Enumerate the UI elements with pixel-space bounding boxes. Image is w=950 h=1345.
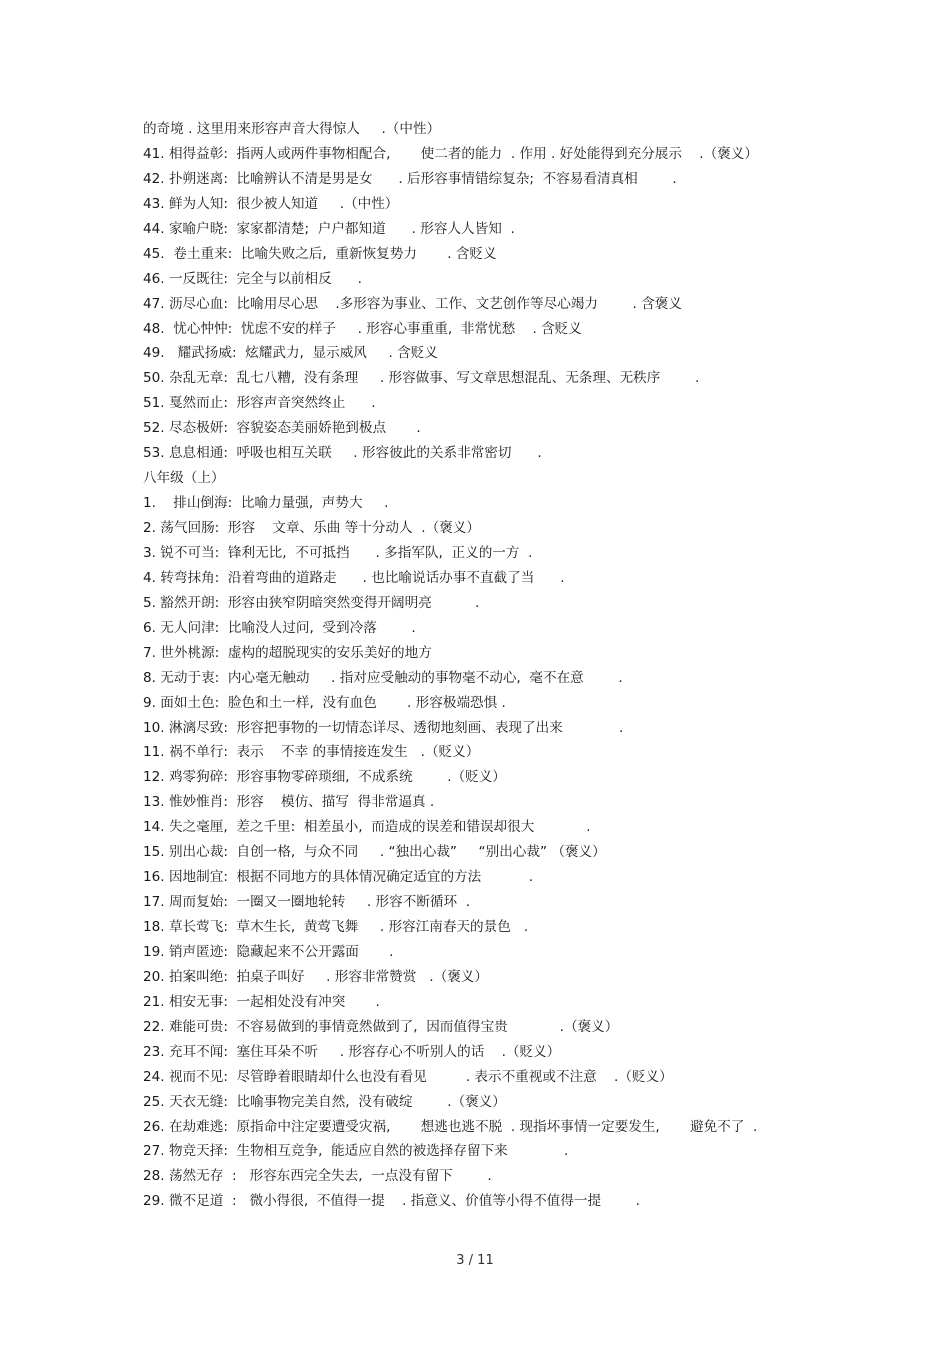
text-line: 21. 相安无事: 一起相处没有冲突 .	[143, 993, 380, 1010]
text-line: 12. 鸡零狗碎: 形容事物零碎琐细, 不成系统 .（贬义）	[143, 769, 506, 786]
text-line: 47. 沥尽心血: 比喻用尽心思 .多形容为事业、工作、文艺创作等尽心竭力 . 含褒义	[143, 295, 682, 312]
text-line: 22. 难能可贵: 不容易做到的事情竟然做到了, 因而值得宝贵 .（褒义）	[143, 1018, 619, 1035]
text-line: 9. 面如土色: 脸色和土一样, 没有血色 . 形容极端恐惧 .	[143, 694, 506, 711]
text-line: 42. 扑朔迷离: 比喻辨认不清是男是女 . 后形容事情错综复杂; 不容易看清真相 .	[143, 170, 677, 187]
text-line: 3. 锐不可当: 锋利无比, 不可抵挡 . 多指军队, 正义的一方 .	[143, 544, 533, 561]
text-body	[143, 117, 833, 1214]
text-line: 11. 祸不单行: 表示 不幸 的事情接连发生 .（贬义）	[143, 744, 480, 761]
text-line: 19. 销声匿迹: 隐藏起来不公开露面 .	[143, 943, 394, 960]
text-line: 4. 转弯抹角: 沿着弯曲的道路走 . 也比喻说话办事不直截了当 .	[143, 569, 565, 586]
text-line: 45. 卷土重来: 比喻失败之后, 重新恢复势力 . 含贬义	[143, 245, 497, 262]
text-line: 10. 淋漓尽致: 形容把事物的一切情态详尽、透彻地刻画、表现了出来 .	[143, 719, 624, 736]
text-line: 52. 尽态极妍: 容貌姿态美丽娇艳到极点 .	[143, 420, 421, 437]
text-line: 29. 微不足道 : 微小得很, 不值得一提 . 指意义、价值等小得不值得一提 .	[143, 1193, 640, 1210]
text-line: 6. 无人问津: 比喻没人过问, 受到冷落 .	[143, 619, 416, 636]
text-line: 25. 天衣无缝: 比喻事物完美自然, 没有破绽 .（褒义）	[143, 1093, 506, 1110]
text-line: 49. 耀武扬威: 炫耀武力, 显示威风 . 含贬义	[143, 345, 438, 362]
text-line: 的奇境 . 这里用来形容声音大得惊人 .（中性）	[143, 121, 441, 137]
text-line: 23. 充耳不闻: 塞住耳朵不听 . 形容存心不听别人的话 .（贬义）	[143, 1043, 561, 1060]
text-line: 2. 荡气回肠: 形容 文章、乐曲 等十分动人 .（褒义）	[143, 520, 480, 536]
text-line: 24. 视而不见: 尽管睁着眼睛却什么也没有看见 . 表示不重视或不注意 .（贬义）	[143, 1068, 673, 1085]
text-line: 13. 惟妙惟肖: 形容 模仿、描写 得非常逼真 .	[143, 794, 435, 811]
text-line: 5. 豁然开朗: 形容由狭窄阴暗突然变得开阔明亮 .	[143, 594, 480, 611]
text-line: 50. 杂乱无章: 乱七八糟, 没有条理 . 形容做事、写文章思想混乱、无条理、无秩序 .	[143, 370, 700, 387]
text-line: 43. 鲜为人知: 很少被人知道 .（中性）	[143, 195, 399, 212]
text-line: 8. 无动于衷: 内心毫无触动 . 指对应受触动的事物毫不动心, 毫不在意 .	[143, 669, 623, 686]
text-line: 1. 排山倒海: 比喻力量强, 声势大 .	[143, 495, 389, 512]
text-line: 51. 戛然而止: 形容声音突然终止 .	[143, 395, 376, 412]
section-heading: 八年级（上）	[143, 470, 225, 487]
text-line: 26. 在劫难逃: 原指命中注定要遭受灾祸, 想逃也逃不脱 . 现指坏事情一定要发生, 避免不了 .	[143, 1118, 758, 1135]
text-line: 27. 物竞天择: 生物相互竞争, 能适应自然的被选择存留下来 .	[143, 1143, 569, 1160]
text-line: 46. 一反既往: 完全与以前相反 .	[143, 270, 362, 287]
text-line: 20. 拍案叫绝: 拍桌子叫好 . 形容非常赞赏 .（褒义）	[143, 968, 488, 985]
text-line: 16. 因地制宜: 根据不同地方的具体情况确定适宜的方法 .	[143, 869, 534, 886]
text-line: 44. 家喻户晓: 家家都清楚; 户户都知道 . 形容人人皆知 .	[143, 220, 515, 237]
text-line: 28. 荡然无存 : 形容东西完全失去, 一点没有留下 .	[143, 1168, 492, 1185]
text-line: 48. 忧心忡忡: 忧虑不安的样子 . 形容心事重重, 非常忧愁 . 含贬义	[143, 320, 582, 337]
text-line: 53. 息息相通: 呼吸也相互关联 . 形容彼此的关系非常密切 .	[143, 445, 542, 462]
text-line: 41. 相得益彰: 指两人或两件事物相配合, 使二者的能力 . 作用 . 好处能得到充分展示 .（褒义）	[143, 145, 758, 162]
text-line: 15. 别出心裁: 自创一格, 与众不同 . “独出心裁” “别出心裁” （褒义）	[143, 844, 606, 861]
text-line: 17. 周而复始: 一圈又一圈地轮转 . 形容不断循环 .	[143, 894, 471, 911]
text-line: 14. 失之毫厘, 差之千里: 相差虽小, 而造成的误差和错误却很大 .	[143, 819, 591, 836]
text-line: 7. 世外桃源: 虚构的超脱现实的安乐美好的地方	[143, 644, 432, 661]
text-line: 18. 草长莺飞: 草木生长, 黄莺飞舞 . 形容江南春天的景色 .	[143, 919, 529, 935]
page-number: 3 / 11	[456, 1253, 494, 1268]
